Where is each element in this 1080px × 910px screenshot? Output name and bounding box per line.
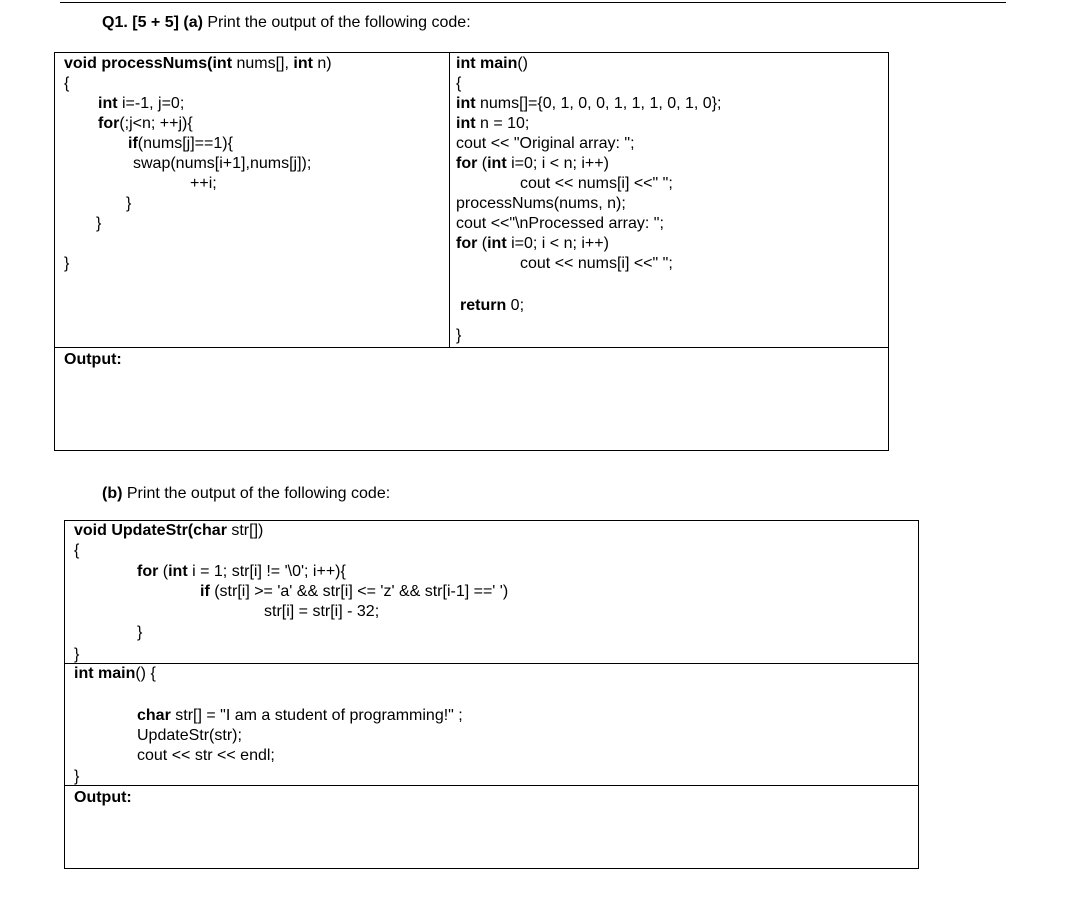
update-str-code-line: for (int i = 1; str[i] != '\0'; i++){ (137, 563, 346, 580)
part-a-main-code-line: processNums(nums, n); (456, 195, 626, 212)
part-a-main-code-line: cout << nums[i] <<" "; (520, 175, 673, 192)
part-a-output-label: Output: (64, 351, 122, 368)
part-a-main-code-line: int n = 10; (456, 115, 530, 132)
part-a-main-code-line: return 0; (460, 297, 525, 314)
process-nums-code-line: if(nums[j]==1){ (128, 135, 233, 152)
process-nums-code-line: } (64, 255, 70, 272)
part-b-main-code-line: char str[] = "I am a student of programming!" ; (137, 707, 463, 724)
part-a-main-code-line: cout << "Original array: "; (456, 135, 635, 152)
part-a-main-code-line: for (int i=0; i < n; i++) (456, 155, 609, 172)
part-a-main-code-line: cout <<"\nProcessed array: "; (456, 215, 664, 232)
part-b-header (102, 484, 390, 504)
process-nums-code-line: swap(nums[i+1],nums[j]); (133, 155, 312, 172)
part-a-main-code-line: for (int i=0; i < n; i++) (456, 235, 609, 252)
part-a-main-code-line: cout << nums[i] <<" "; (520, 255, 673, 272)
part-a-main-code-line: { (456, 75, 462, 92)
process-nums-code-line: int i=-1, j=0; (98, 95, 185, 112)
process-nums-code-line: } (96, 215, 102, 232)
part-a-main-code-line: } (456, 327, 462, 344)
q1-header-bold: Q1. [5 + 5] (a) (102, 14, 203, 31)
process-nums-code-line: for(;j<n; ++j){ (98, 115, 193, 132)
update-str-code-line: if (str[i] >= 'a' && str[i] <= 'z' && str[i-1] ==' ') (200, 583, 509, 600)
update-str-code-line: } (137, 624, 143, 641)
part-b-output-label: Output: (74, 789, 132, 806)
part-b-main-code-line: } (74, 768, 80, 785)
part-a-main-code-line: int nums[]={0, 1, 0, 0, 1, 1, 1, 0, 1, 0}; (456, 95, 722, 112)
part-a-column-divider (449, 52, 450, 348)
update-str-code-line: { (74, 542, 80, 559)
q1-header-text: Print the output of the following code: (202, 14, 471, 31)
update-str-code-line: void UpdateStr(char str[]) (74, 522, 264, 539)
part-b-main-code-line: UpdateStr(str); (137, 727, 242, 744)
part-a-main-code-line: int main() (456, 55, 528, 72)
process-nums-code-line: } (126, 195, 132, 212)
part-b-output-divider (64, 785, 919, 786)
top-rule (60, 2, 1006, 3)
part-b-main-code-line: int main() { (74, 665, 156, 682)
part-b-main-code-line: cout << str << endl; (137, 747, 275, 764)
update-str-code-line: str[i] = str[i] - 32; (264, 603, 380, 620)
part-a-output-divider (54, 347, 889, 348)
part-b-header-bold: (b) (102, 485, 123, 502)
q1-header (102, 13, 471, 33)
process-nums-code-line: void processNums(int nums[], int n) (64, 55, 332, 72)
process-nums-code-line: ++i; (190, 175, 217, 192)
part-b-main-divider (64, 663, 919, 664)
process-nums-code-line: { (64, 75, 70, 92)
update-str-code-line: } (74, 646, 80, 663)
part-b-header-text: Print the output of the following code: (122, 485, 391, 502)
